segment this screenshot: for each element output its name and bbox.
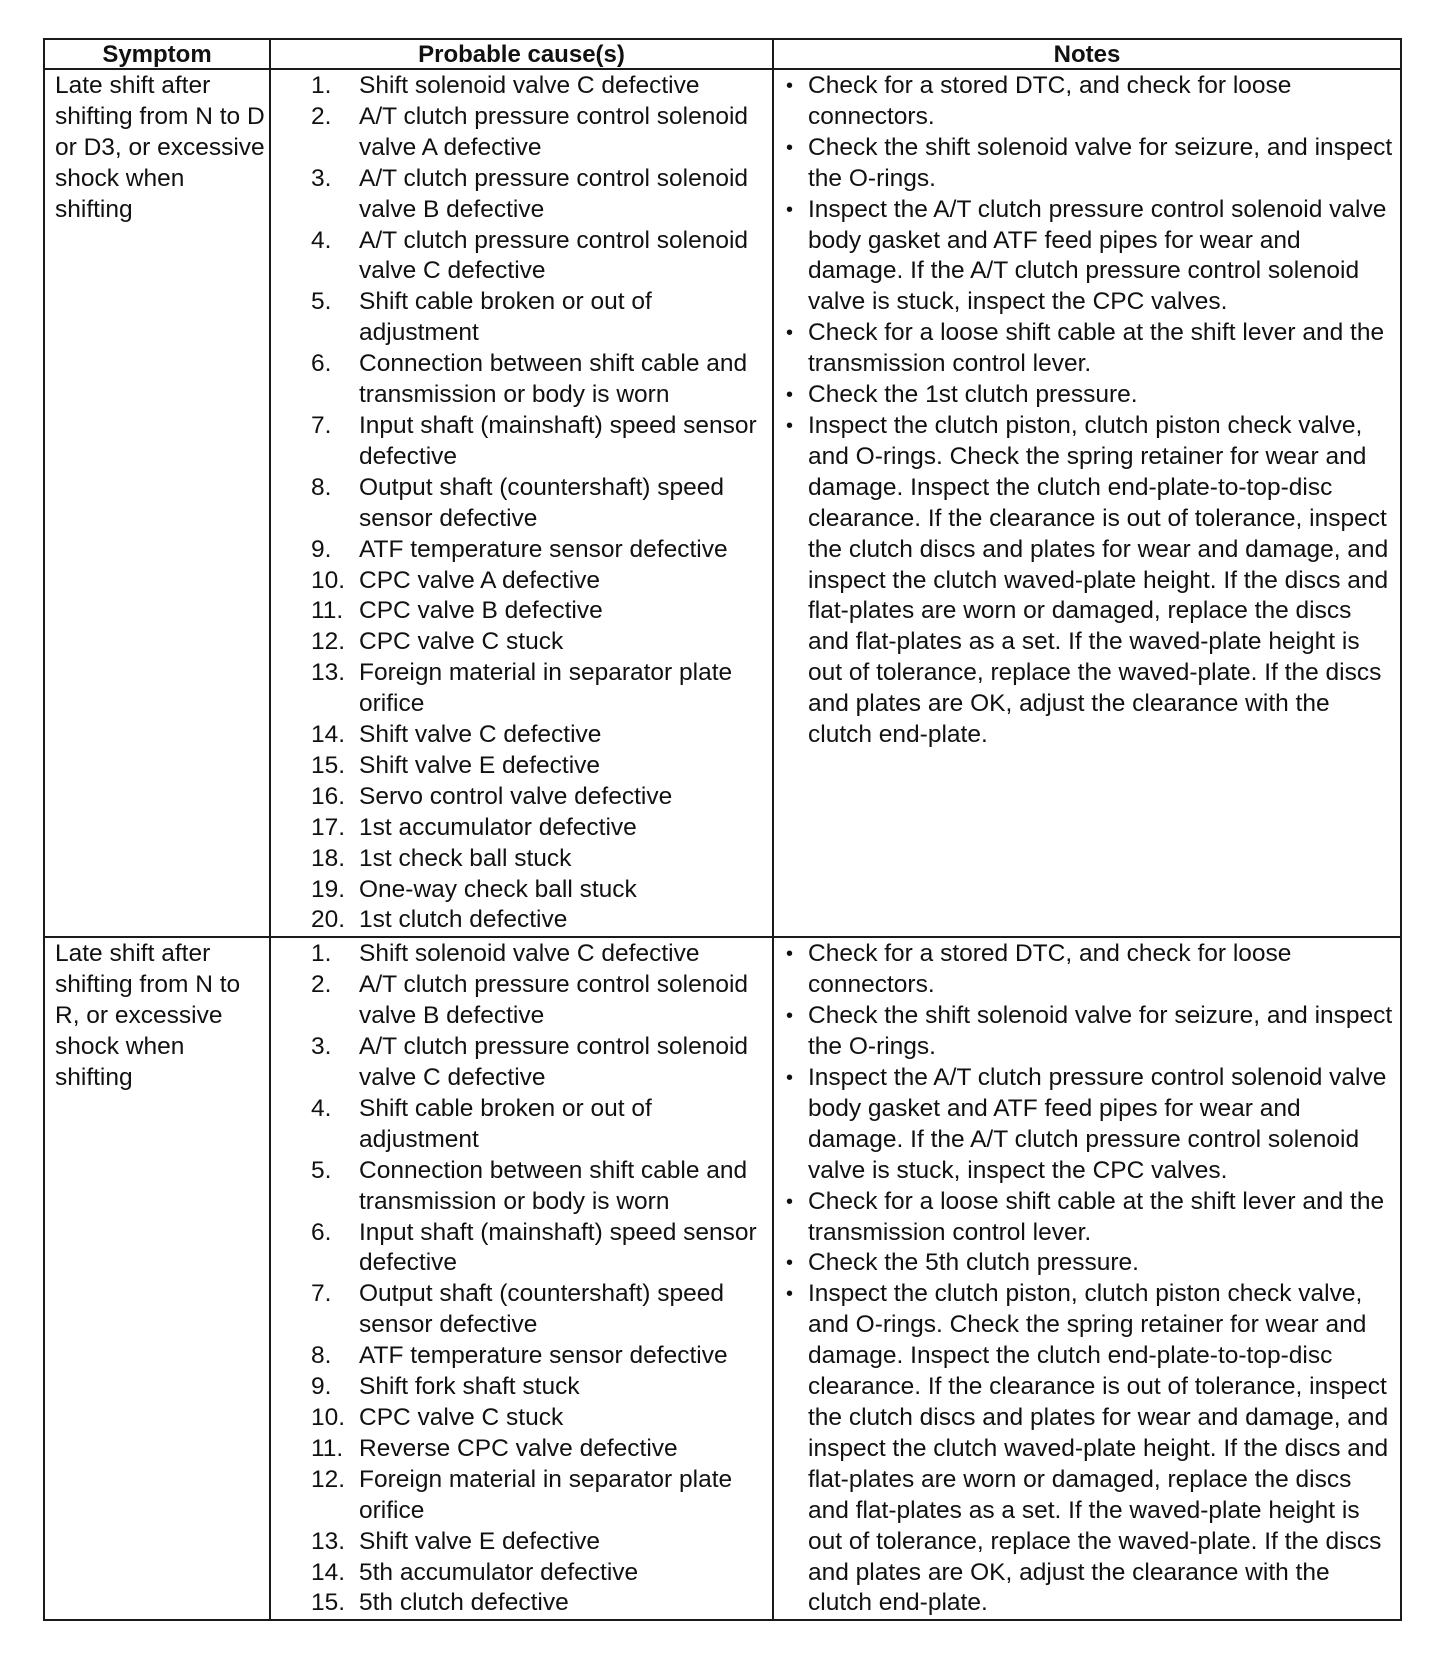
cause-number — [271, 1156, 359, 1218]
cause-number — [271, 102, 359, 164]
note-item — [786, 1063, 1394, 1187]
cause-item — [271, 1156, 770, 1218]
note-text: Check for a loose shift cable at the shift lever and the transmission control lever. — [808, 319, 1385, 378]
cause-number — [271, 1341, 359, 1372]
cause-number-label: 1. — [311, 940, 332, 968]
cause-number-label: 19. — [311, 875, 346, 903]
cause-list — [271, 939, 770, 1619]
note-text: Inspect the clutch piston, clutch piston check valve, and O-rings. Check the spring retainer for wear and damage. Inspect the clutch end-plate-to-top-disc clearance. If the clearance is out of tolerance, inspect the clutch discs and plates for wear and damage, and inspect the clutch waved-plate height. If the discs and flat-plates are worn or damaged, replace the discs and flat-plates as a set. If the waved-plate height is out of tolerance, replace the waved-plate. If the discs and plates are OK, adjust the clearance with the clutch end-plate. — [808, 411, 1389, 749]
cause-item — [271, 627, 770, 658]
bullet-icon: • — [786, 414, 794, 437]
table-row — [44, 937, 1401, 1620]
cause-number-label: 5. — [311, 1156, 332, 1184]
header-row — [44, 39, 1401, 69]
cause-item — [271, 596, 770, 627]
bullet-icon: • — [786, 1067, 794, 1089]
cause-number — [271, 1372, 359, 1403]
cause-item — [271, 1403, 770, 1434]
cause-number — [271, 1032, 359, 1094]
cause-number-label: 3. — [311, 1033, 332, 1061]
cause-text: A/T clutch pressure control solenoid valve B defective — [359, 164, 749, 223]
cause-number-label: 11. — [311, 597, 344, 625]
header-probable-causes: Probable cause(s) — [270, 39, 773, 69]
cause-number — [271, 658, 359, 720]
cause-number — [271, 813, 359, 844]
cause-number-label: 9. — [311, 535, 332, 563]
cause-item — [271, 566, 770, 597]
cause-number-label: 1. — [311, 72, 332, 99]
cause-text: Shift valve C defective — [359, 721, 602, 749]
cause-item — [271, 782, 770, 813]
cause-number-label: 20. — [311, 906, 346, 934]
bullet-icon: • — [786, 1005, 794, 1028]
cause-item — [271, 102, 770, 164]
cause-item — [271, 1341, 770, 1372]
cause-number — [271, 1218, 359, 1280]
cause-number — [271, 720, 359, 751]
bullet-icon: • — [786, 943, 794, 966]
notes-cell — [773, 937, 1401, 1620]
cause-number-label: 12. — [311, 1465, 346, 1493]
cause-text: CPC valve C stuck — [359, 628, 564, 656]
cause-number-label: 2. — [311, 971, 332, 999]
cause-item — [271, 939, 770, 970]
cause-number — [271, 1094, 359, 1156]
cause-number-label: 7. — [311, 1280, 332, 1308]
cause-number-label: 13. — [311, 659, 346, 687]
cause-number — [271, 473, 359, 535]
cause-number-label: 6. — [311, 1218, 332, 1246]
cause-text: ATF temperature sensor defective — [359, 535, 728, 563]
cause-text: 1st clutch defective — [359, 906, 568, 934]
cause-text: 1st accumulator defective — [359, 813, 637, 841]
note-text: Check for a stored DTC, and check for loose connectors. — [808, 72, 1292, 130]
cause-number-label: 17. — [311, 813, 346, 841]
note-item — [786, 939, 1394, 1001]
note-text: Check for a stored DTC, and check for loose connectors. — [808, 940, 1292, 999]
cause-number-label: 9. — [311, 1373, 332, 1401]
cause-number — [271, 287, 359, 349]
note-text: Inspect the A/T clutch pressure control solenoid valve body gasket and ATF feed pipes for wear and damage. If the A/T clutch pressure control solenoid valve is stuck, inspect the CPC valves. — [808, 195, 1387, 316]
bullet-icon: • — [786, 1283, 794, 1306]
cause-number — [271, 875, 359, 906]
bullet-icon: • — [786, 75, 794, 97]
cause-item — [271, 226, 770, 288]
cause-item — [271, 1032, 770, 1094]
cause-number — [271, 535, 359, 566]
causes-cell — [270, 937, 773, 1620]
cause-number — [271, 970, 359, 1032]
cause-text: Foreign material in separator plate orifice — [359, 1465, 733, 1524]
cause-item — [271, 970, 770, 1032]
cause-text: A/T clutch pressure control solenoid valve C defective — [359, 226, 749, 285]
bullet-icon: • — [786, 198, 794, 221]
note-item — [786, 318, 1394, 380]
note-item — [786, 195, 1394, 319]
cause-item — [271, 1434, 770, 1465]
cause-item — [271, 349, 770, 411]
cause-number — [271, 1403, 359, 1434]
bullet-icon: • — [786, 1190, 794, 1213]
cause-number — [271, 1279, 359, 1341]
cause-text: Reverse CPC valve defective — [359, 1434, 678, 1462]
note-item — [786, 1001, 1394, 1063]
cause-text: 5th accumulator defective — [359, 1558, 639, 1586]
cause-number — [271, 411, 359, 473]
cause-number — [271, 1465, 359, 1527]
cause-item — [271, 164, 770, 226]
note-item — [786, 1248, 1394, 1279]
cause-number-label: 11. — [311, 1434, 344, 1462]
note-list — [786, 939, 1394, 1619]
cause-number-label: 12. — [311, 628, 346, 656]
cause-number-label: 14. — [311, 721, 346, 749]
cause-item — [271, 813, 770, 844]
cause-item — [271, 1372, 770, 1403]
bullet-icon: • — [786, 322, 794, 345]
note-item — [786, 380, 1394, 411]
note-text: Check the shift solenoid valve for seizure, and inspect the O-rings. — [808, 133, 1393, 192]
cause-number-label: 7. — [311, 411, 332, 439]
cause-text: A/T clutch pressure control solenoid valve B defective — [359, 971, 749, 1030]
symptom-cell: Late shift after shifting from N to R, or excessive shock when shifting — [44, 937, 270, 1620]
cause-item — [271, 720, 770, 751]
note-text: Check the shift solenoid valve for seizure, and inspect the O-rings. — [808, 1002, 1393, 1061]
symptom-cell: Late shift after shifting from N to D or D3, or excessive shock when shifting — [44, 69, 270, 937]
troubleshooting-page — [43, 38, 1400, 1621]
cause-number-label: 8. — [311, 1342, 332, 1370]
cause-text: Shift solenoid valve C defective — [359, 940, 700, 968]
cause-item — [271, 1527, 770, 1558]
cause-text: Shift valve E defective — [359, 1527, 601, 1555]
cause-text: CPC valve C stuck — [359, 1403, 564, 1431]
table-row — [44, 69, 1401, 937]
cause-item — [271, 1588, 770, 1619]
cause-number-label: 15. — [311, 1589, 346, 1617]
cause-number — [271, 566, 359, 597]
cause-item — [271, 1279, 770, 1341]
cause-number — [271, 71, 359, 102]
cause-text: Foreign material in separator plate orifice — [359, 659, 733, 718]
troubleshooting-table — [43, 38, 1402, 1621]
header-notes: Notes — [773, 39, 1401, 69]
cause-item — [271, 411, 770, 473]
cause-number — [271, 751, 359, 782]
cause-item — [271, 658, 770, 720]
note-text: Check the 1st clutch pressure. — [808, 381, 1138, 409]
cause-number-label: 5. — [311, 288, 332, 316]
cause-number — [271, 1558, 359, 1589]
cause-number-label: 10. — [311, 566, 346, 594]
cause-number — [271, 1588, 359, 1619]
note-item — [786, 1187, 1394, 1249]
cause-list — [271, 71, 770, 936]
cause-number-label: 2. — [311, 102, 332, 130]
cause-number-label: 4. — [311, 1094, 332, 1122]
note-item — [786, 71, 1394, 133]
cause-item — [271, 844, 770, 875]
cause-text: Output shaft (countershaft) speed sensor defective — [359, 1280, 724, 1339]
header-symptom: Symptom — [44, 39, 270, 69]
cause-text: CPC valve A defective — [359, 566, 601, 594]
bullet-icon: • — [786, 136, 794, 159]
cause-text: A/T clutch pressure control solenoid valve C defective — [359, 1033, 749, 1091]
cause-text: Shift cable broken or out of adjustment — [359, 1094, 652, 1153]
cause-number-label: 4. — [311, 226, 332, 254]
cause-item — [271, 1218, 770, 1280]
cause-number — [271, 349, 359, 411]
cause-item — [271, 287, 770, 349]
cause-number — [271, 164, 359, 226]
cause-number-label: 13. — [311, 1527, 346, 1555]
cause-number-label: 18. — [311, 844, 346, 872]
cause-text: Connection between shift cable and transmission or body is worn — [359, 1156, 748, 1215]
cause-item — [271, 71, 770, 102]
note-text: Check for a loose shift cable at the shift lever and the transmission control lever. — [808, 1187, 1385, 1246]
note-text: Check the 5th clutch pressure. — [808, 1249, 1139, 1277]
cause-item — [271, 1558, 770, 1589]
cause-number — [271, 226, 359, 288]
cause-number — [271, 939, 359, 970]
cause-text: Shift cable broken or out of adjustment — [359, 288, 652, 347]
cause-item — [271, 905, 770, 936]
cause-item — [271, 875, 770, 906]
cause-text: A/T clutch pressure control solenoid valve A defective — [359, 102, 749, 161]
cause-text: Servo control valve defective — [359, 782, 673, 810]
cause-item — [271, 751, 770, 782]
cause-text: Connection between shift cable and transmission or body is worn — [359, 350, 748, 409]
note-item — [786, 133, 1394, 195]
cause-text: 1st check ball stuck — [359, 844, 572, 872]
cause-number — [271, 844, 359, 875]
causes-cell — [270, 69, 773, 937]
notes-cell — [773, 69, 1401, 937]
cause-text: Input shaft (mainshaft) speed sensor defective — [359, 411, 757, 470]
bullet-icon: • — [786, 1252, 794, 1275]
cause-text: 5th clutch defective — [359, 1589, 569, 1617]
cause-number-label: 8. — [311, 473, 332, 501]
cause-text: One-way check ball stuck — [359, 875, 637, 903]
cause-number-label: 10. — [311, 1403, 346, 1431]
cause-text: ATF temperature sensor defective — [359, 1342, 728, 1370]
cause-text: Output shaft (countershaft) speed sensor defective — [359, 473, 724, 532]
bullet-icon: • — [786, 384, 794, 407]
cause-number-label: 16. — [311, 782, 346, 810]
note-item — [786, 411, 1394, 751]
cause-number-label: 3. — [311, 164, 332, 192]
cause-text: Shift solenoid valve C defective — [359, 72, 700, 99]
cause-number — [271, 596, 359, 627]
cause-text: Shift fork shaft stuck — [359, 1373, 580, 1401]
cause-number — [271, 627, 359, 658]
cause-number — [271, 782, 359, 813]
cause-number — [271, 1527, 359, 1558]
cause-item — [271, 535, 770, 566]
note-list — [786, 71, 1394, 751]
note-text: Inspect the A/T clutch pressure control solenoid valve body gasket and ATF feed pipes for wear and damage. If the A/T clutch pressure control solenoid valve is stuck, inspect the CPC valves. — [808, 1064, 1387, 1184]
cause-item — [271, 1094, 770, 1156]
cause-text: Shift valve E defective — [359, 751, 601, 779]
note-item — [786, 1279, 1394, 1619]
cause-text: CPC valve B defective — [359, 597, 603, 625]
note-text: Inspect the clutch piston, clutch piston check valve, and O-rings. Check the spring retainer for wear and damage. Inspect the clutch end-plate-to-top-disc clearance. If the clearance is out of tolerance, inspect the clutch discs and plates for wear and damage, and inspect the clutch waved-plate height. If the discs and flat-plates are worn or damaged, replace the discs and flat-plates as a set. If the waved-plate height is out of tolerance, replace the waved-plate. If the discs and plates are OK, adjust the clearance with the clutch end-plate. — [808, 1280, 1389, 1617]
cause-number — [271, 905, 359, 936]
cause-number — [271, 1434, 359, 1465]
cause-number-label: 6. — [311, 350, 332, 378]
cause-number-label: 15. — [311, 751, 346, 779]
cause-item — [271, 1465, 770, 1527]
cause-text: Input shaft (mainshaft) speed sensor defective — [359, 1218, 757, 1277]
cause-item — [271, 473, 770, 535]
cause-number-label: 14. — [311, 1558, 346, 1586]
